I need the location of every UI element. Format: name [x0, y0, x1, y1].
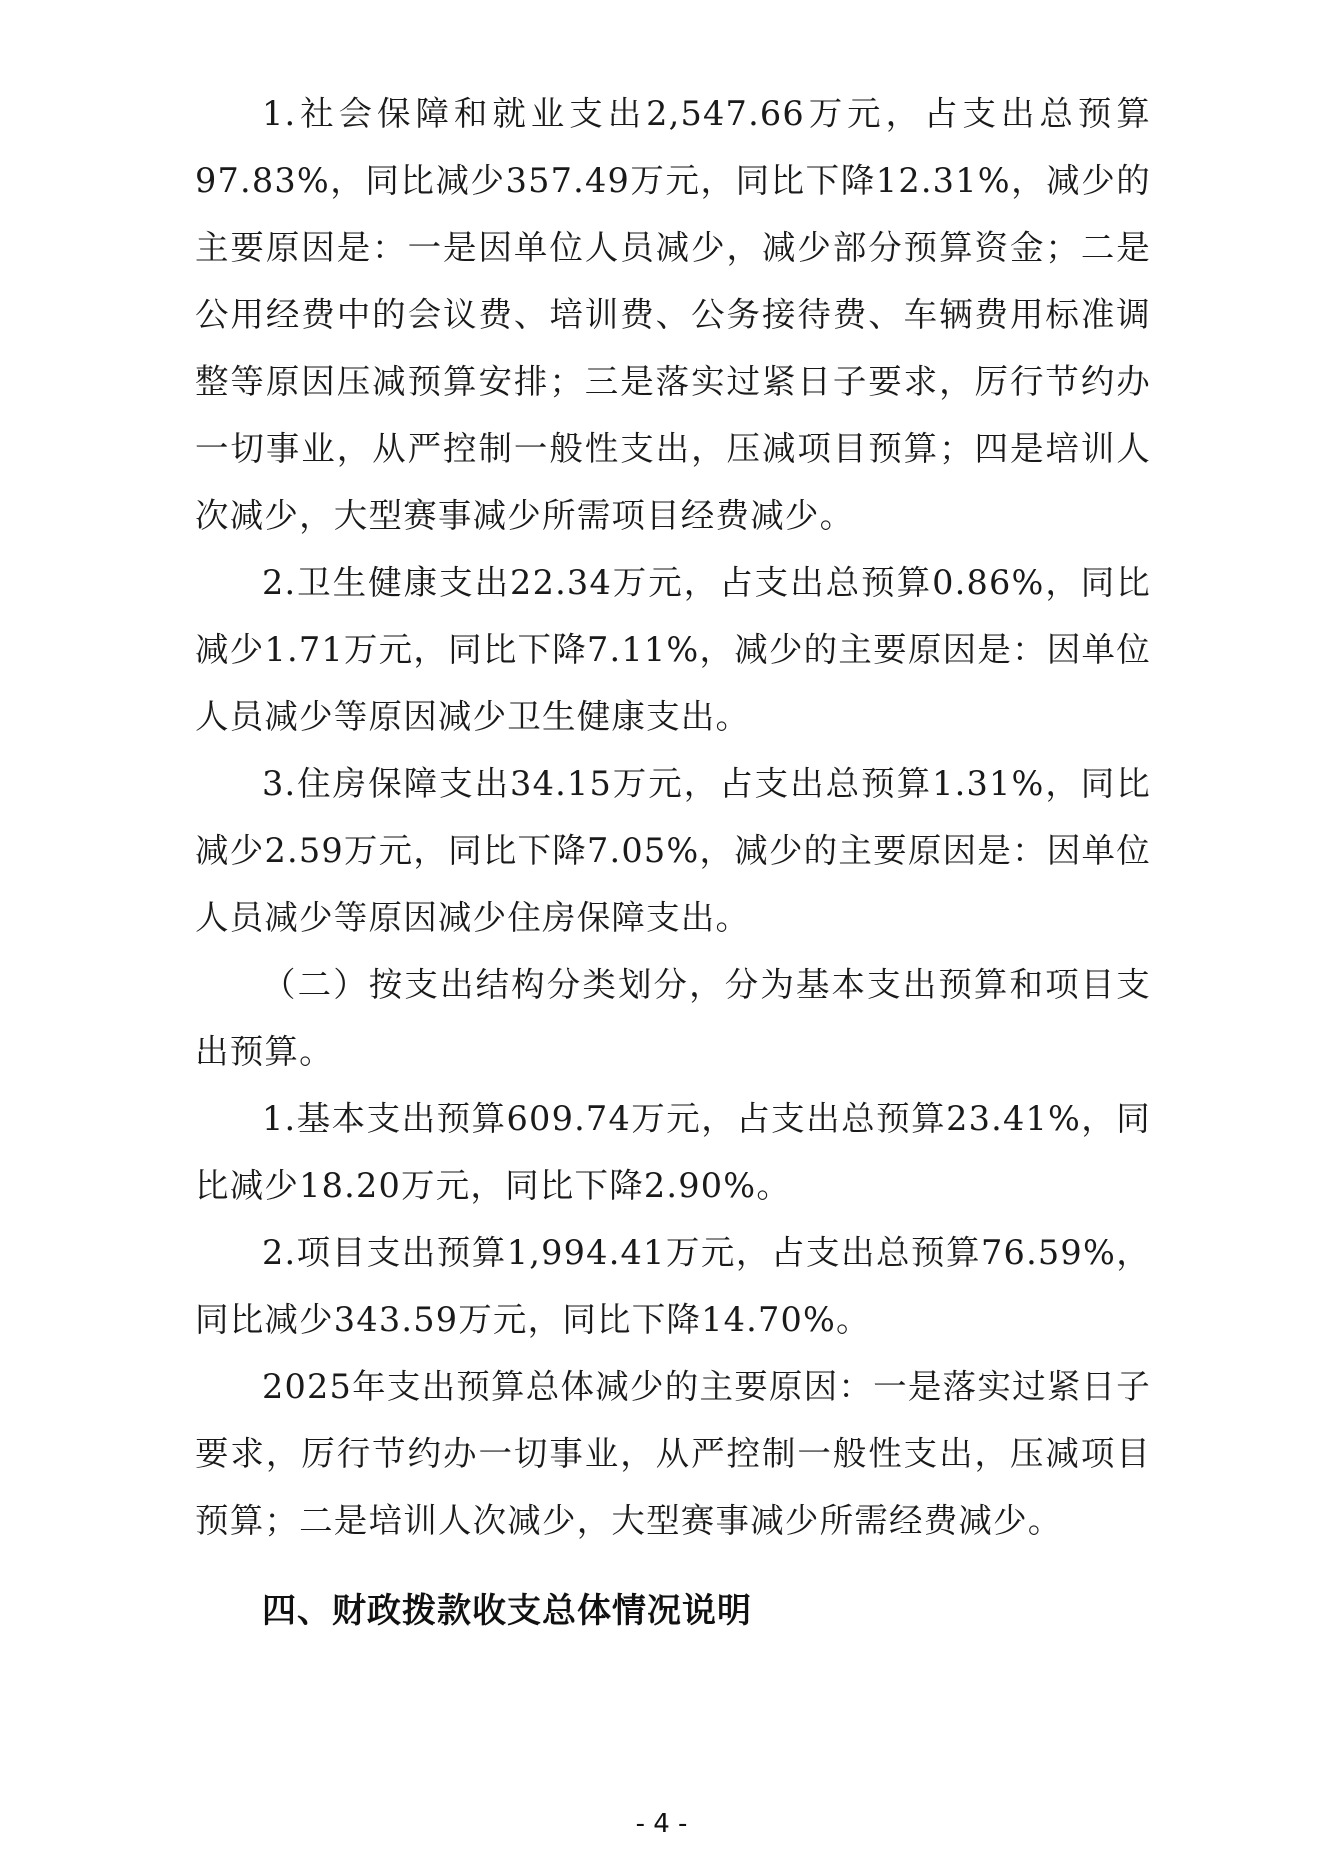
paragraph-expenditure-structure: （二）按支出结构分类划分，分为基本支出预算和项目支出预算。 — [195, 965, 1151, 1071]
paragraph-housing-expenditure: 3.住房保障支出34.15万元，占支出总预算1.31%，同比减少2.59万元，同比下降7.05%，减少的主要原因是：因单位人员减少等原因减少住房保障支出。 — [195, 764, 1151, 937]
page-number: - 4 - — [635, 1809, 688, 1839]
paragraph-social-security-expenditure: 1.社会保障和就业支出2,547.66万元，占支出总预算97.83%，同比减少357.49万元，同比下降12.31%，减少的主要原因是：一是因单位人员减少，减少部分预算资金；二是公用经费中的会议费、培训费、公务接待费、车辆费用标准调整等原因压减预算安排；三是落实过紧日子要求，厉行节约办一切事业，从严控制一般性支出，压减项目预算；四是培训人次减少，大型赛事减少所需项目经费减少。 — [195, 94, 1151, 535]
document-body — [195, 80, 1151, 1554]
section-heading: 四、财政拨款收支总体情况说明 — [262, 1591, 752, 1631]
paragraph-project-expenditure: 2.项目支出预算1,994.41万元，占支出总预算76.59%，同比减少343.59万元，同比下降14.70%。 — [195, 1233, 1151, 1339]
paragraph-reduction-reasons: 2025年支出预算总体减少的主要原因：一是落实过紧日子要求，厉行节约办一切事业，从严控制一般性支出，压减项目预算；二是培训人次减少，大型赛事减少所需经费减少。 — [195, 1367, 1151, 1540]
paragraph-health-expenditure: 2.卫生健康支出22.34万元，占支出总预算0.86%，同比减少1.71万元，同比下降7.11%，减少的主要原因是：因单位人员减少等原因减少卫生健康支出。 — [195, 563, 1151, 736]
paragraph-basic-expenditure: 1.基本支出预算609.74万元，占支出总预算23.41%，同比减少18.20万元，同比下降2.90%。 — [195, 1099, 1151, 1205]
